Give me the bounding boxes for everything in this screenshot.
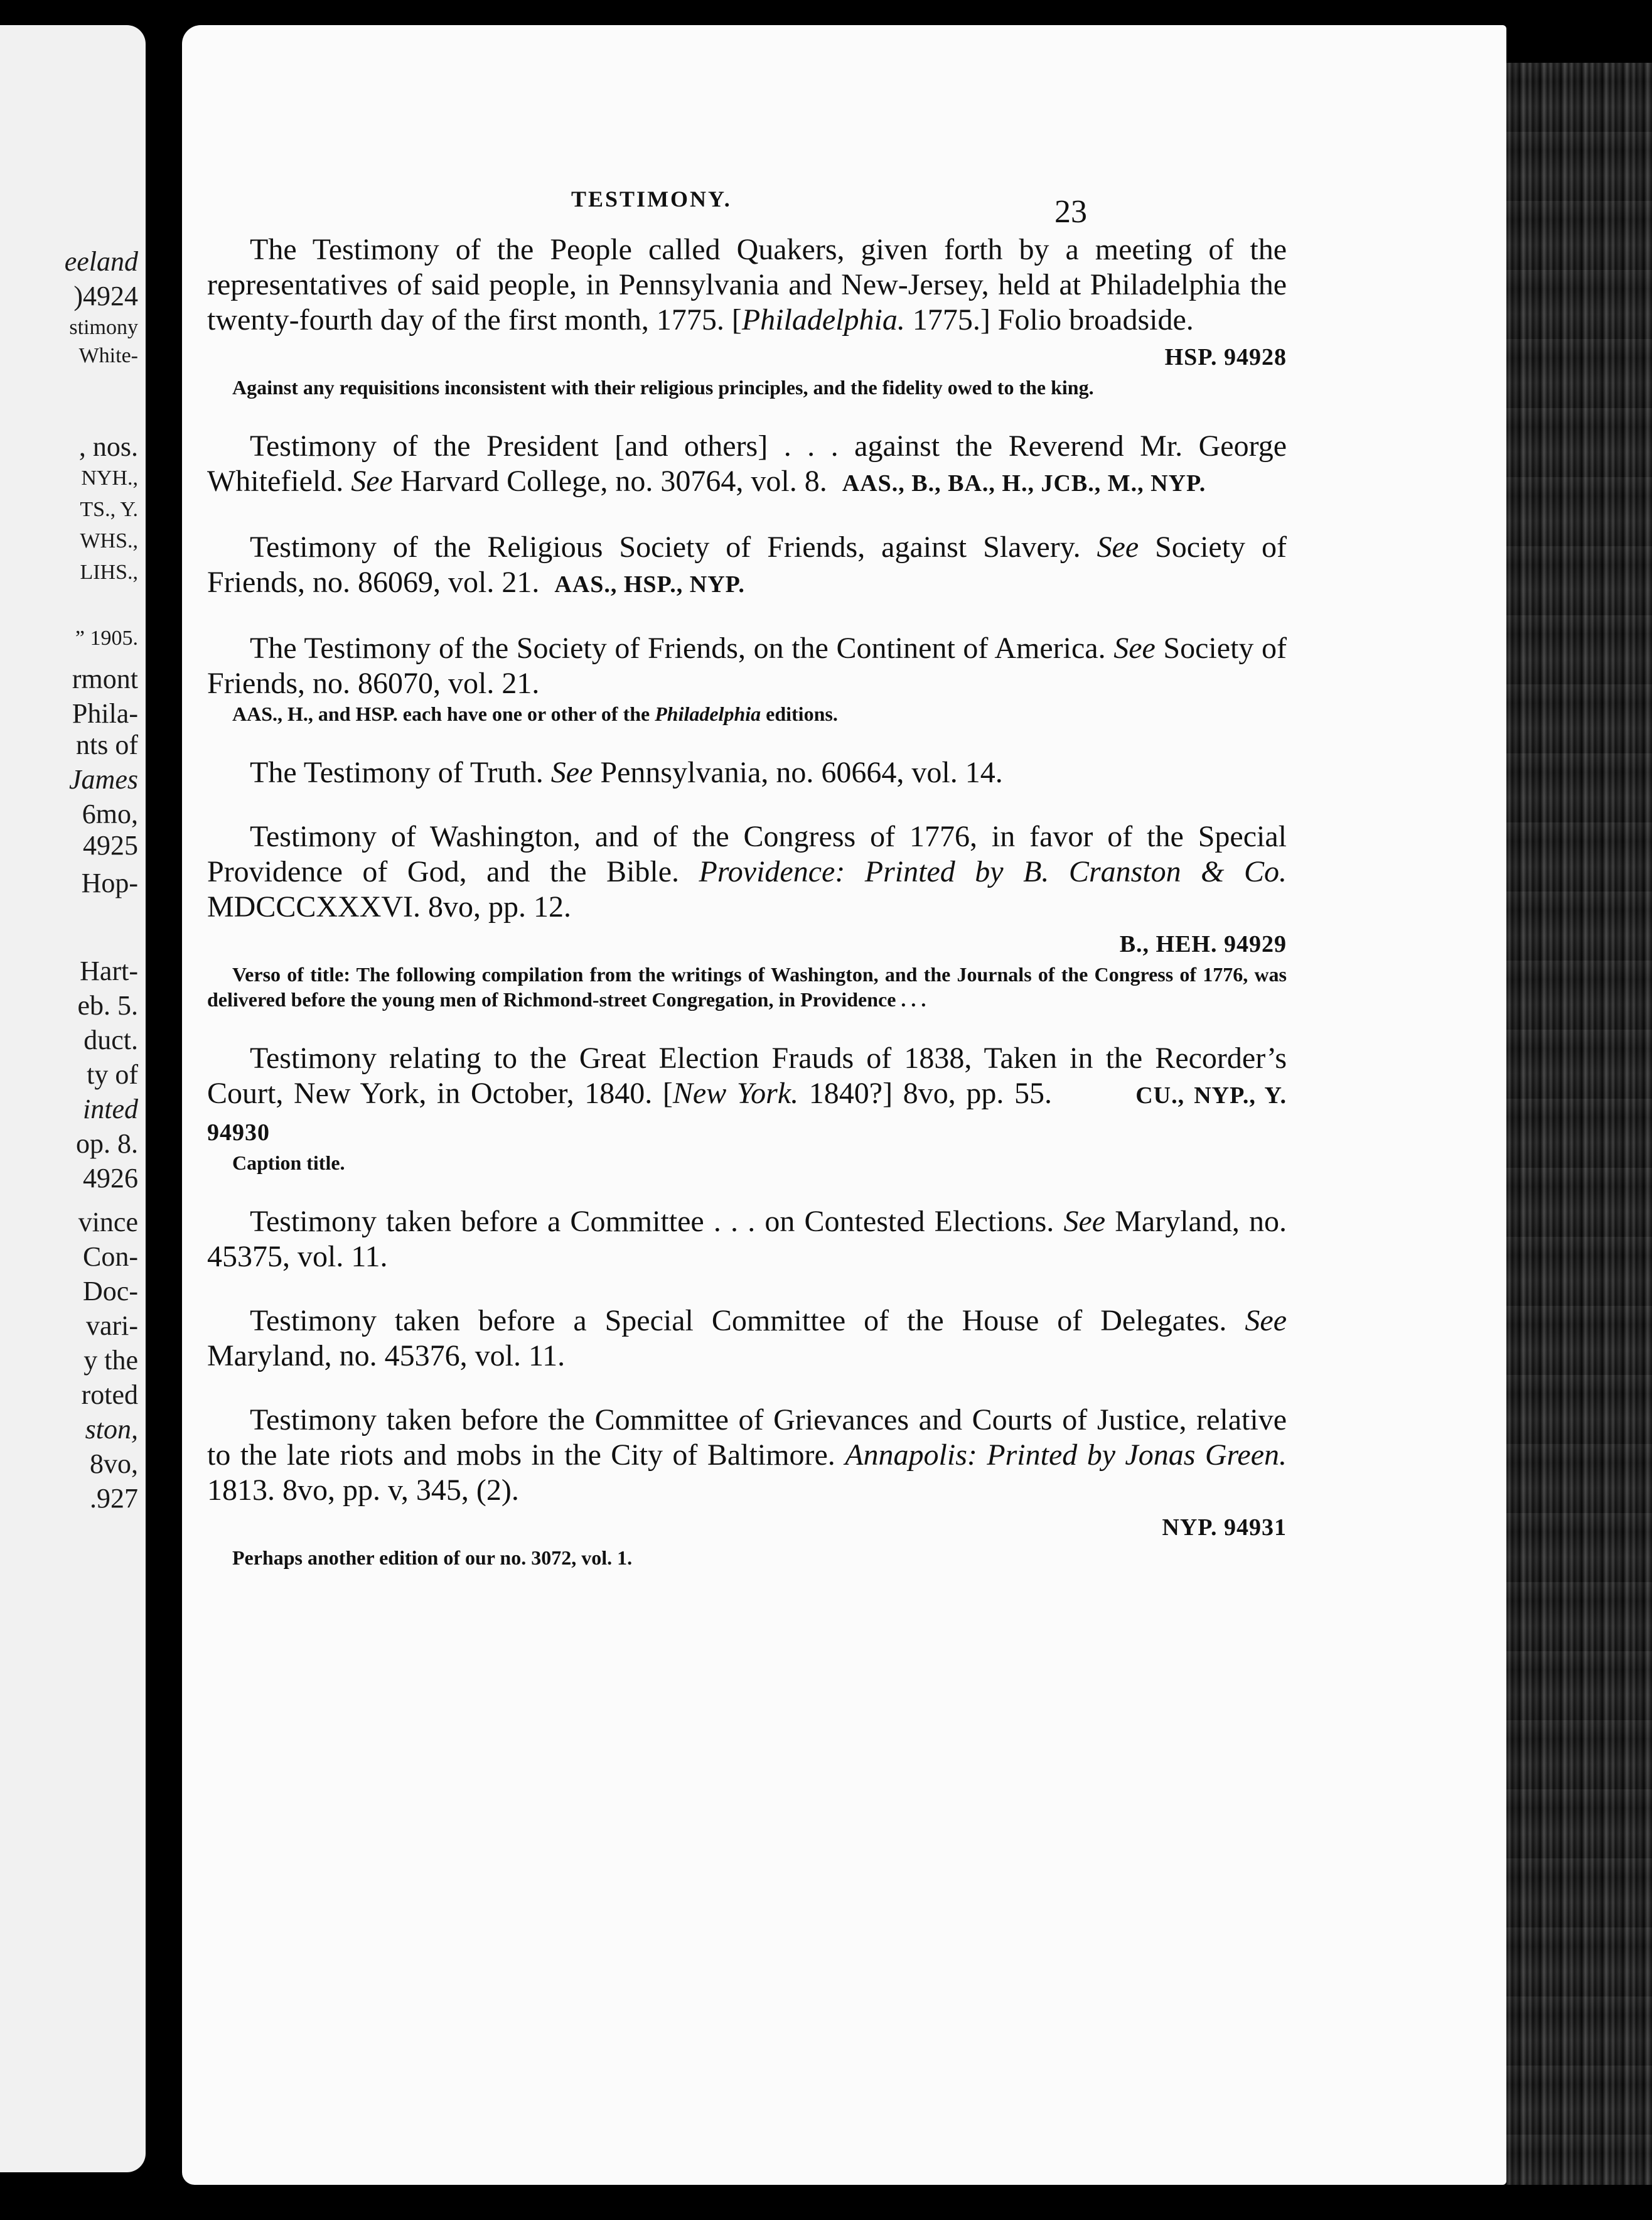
- holding-libraries: B., HEH. 94929: [1119, 931, 1287, 957]
- holding-libraries: AAS., HSP., NYP.: [554, 571, 745, 598]
- bibliography-entry: Testimony taken before the Committee of Grievances and Courts of Justice, relative to the late riots and mobs in the City of Baltimore. Annapolis: Printed by Jonas Green. 1813. 8vo, pp. v, 345, (2). NYP. 94931 Perhaps another edition of our no. 3072, vol. 1.: [207, 1403, 1287, 1569]
- holding-libraries: HSP. 94928: [1164, 344, 1287, 370]
- holding-libraries: CU., NYP., Y. 94930: [207, 1082, 1287, 1146]
- bibliography-entry: Testimony of the President [and others] . . . against the Reverend Mr. George Whitefield. See Harvard College, no. 30764, vol. 8. AAS., B., BA., H., JCB., M., NYP.: [207, 429, 1287, 498]
- facing-page-text: rmont: [72, 664, 138, 694]
- facing-page-text: eeland: [64, 246, 138, 277]
- facing-page-text: 4925: [83, 830, 138, 861]
- facing-page-text: , nos.: [78, 431, 138, 462]
- entry-note: Verso of title: The following compilation from the writings of Washington, and the Journals of the Congress of 1776, was delivered before the young men of Richmond-street Congregation, in Providence . . .: [207, 963, 1287, 1011]
- bibliography-entry: Testimony taken before a Special Committee of the House of Delegates. See Maryland, no. 45376, vol. 11.: [207, 1304, 1287, 1372]
- facing-page-text: Phila-: [72, 698, 138, 729]
- facing-page-text: inted: [83, 1094, 138, 1124]
- holding-libraries: NYP. 94931: [1162, 1514, 1287, 1541]
- facing-page-fragment: [0, 25, 146, 2172]
- entry-note: Perhaps another edition of our no. 3072, vol. 1.: [232, 1546, 633, 1569]
- facing-page-text: 8vo,: [90, 1448, 138, 1479]
- facing-page-text: stimony: [69, 316, 138, 339]
- facing-page-text: James: [69, 764, 138, 795]
- facing-page-text: nts of: [76, 730, 138, 760]
- entry-note: Against any requisitions inconsistent with their religious principles, and the fidelity owed to the king.: [232, 376, 1094, 399]
- book-page: [182, 25, 1506, 2185]
- facing-page-text: ty of: [87, 1059, 138, 1090]
- facing-page-text: 6mo,: [82, 799, 138, 829]
- facing-page-text: Hart-: [80, 956, 138, 986]
- facing-page-text: ” 1905.: [75, 627, 138, 650]
- bibliography-entry: The Testimony of the People called Quakers, given forth by a meeting of the representatives of said people, in Pennsylvania and New-Jersey, held at Philadelphia the twenty-fourth day of the first month, 1775. [Philadelphia. 1775.] Folio broadside. HSP. 94928 Against any requisitions inconsistent with their religious principles, and the fidelity owed to the king.: [207, 233, 1287, 399]
- running-head: TESTIMONY.: [571, 186, 732, 212]
- holding-libraries: AAS., B., BA., H., JCB., M., NYP.: [842, 470, 1206, 497]
- bibliography-entry: Testimony of Washington, and of the Congress of 1776, in favor of the Special Providence of God, and the Bible. Providence: Printed by B. Cranston & Co. MDCCCXXXVI. 8vo, pp. 12. B., HEH. 94929 Verso of title: The following compilation from the writings of Washington, and the Journals of the Congress of 1776, was delivered before the young men of Richmond-street Congregation, in Providence . . .: [207, 820, 1287, 1011]
- facing-page-text: eb. 5.: [77, 990, 138, 1021]
- facing-page-text: Hop-: [81, 868, 138, 898]
- page-edges: [1506, 63, 1652, 2185]
- facing-page-text: 4926: [83, 1163, 138, 1194]
- facing-page-text: TS., Y.: [80, 498, 138, 521]
- entry-list: [207, 232, 1287, 1599]
- facing-page-text: .927: [90, 1483, 138, 1514]
- facing-page-text: NYH.,: [81, 466, 138, 490]
- facing-page-text: duct.: [83, 1025, 138, 1055]
- bibliography-entry: Testimony relating to the Great Election Frauds of 1838, Taken in the Recorder’s Court, New York, in October, 1840. [New York. 1840?] 8vo, pp. 55. CU., NYP., Y. 94930 Caption title.: [207, 1042, 1287, 1174]
- bibliography-entry: The Testimony of Truth. See Pennsylvania, no. 60664, vol. 14.: [250, 756, 1003, 789]
- entry-note: AAS., H., and HSP. each have one or other of the Philadelphia editions.: [232, 703, 838, 725]
- bibliography-entry: Testimony taken before a Committee . . . on Contested Elections. See Maryland, no. 45375, vol. 11.: [207, 1205, 1287, 1273]
- facing-page-text: roted: [81, 1379, 138, 1410]
- facing-page-text: vince: [78, 1207, 138, 1237]
- facing-page-text: Doc-: [83, 1276, 138, 1307]
- entry-note: Caption title.: [232, 1151, 345, 1174]
- facing-page-text: )4924: [73, 281, 138, 311]
- facing-page-text: ston,: [85, 1414, 138, 1445]
- facing-page-text: White-: [78, 344, 138, 367]
- page-number: 23: [1054, 194, 1087, 230]
- facing-page-text: LIHS.,: [80, 561, 138, 584]
- bibliography-entry: The Testimony of the Society of Friends, on the Continent of America. See Society of Friends, no. 86070, vol. 21. AAS., H., and HSP. each have one or other of the Philadelphia editions.: [207, 632, 1287, 725]
- facing-page-text: op. 8.: [76, 1128, 138, 1159]
- facing-page-text: vari-: [85, 1310, 138, 1341]
- facing-page-text: y the: [83, 1345, 138, 1376]
- facing-page-text: WHS.,: [80, 529, 138, 552]
- facing-page-text: Con-: [83, 1241, 138, 1272]
- bibliography-entry: Testimony of the Religious Society of Friends, against Slavery. See Society of Friends, no. 86069, vol. 21. AAS., HSP., NYP.: [207, 531, 1287, 599]
